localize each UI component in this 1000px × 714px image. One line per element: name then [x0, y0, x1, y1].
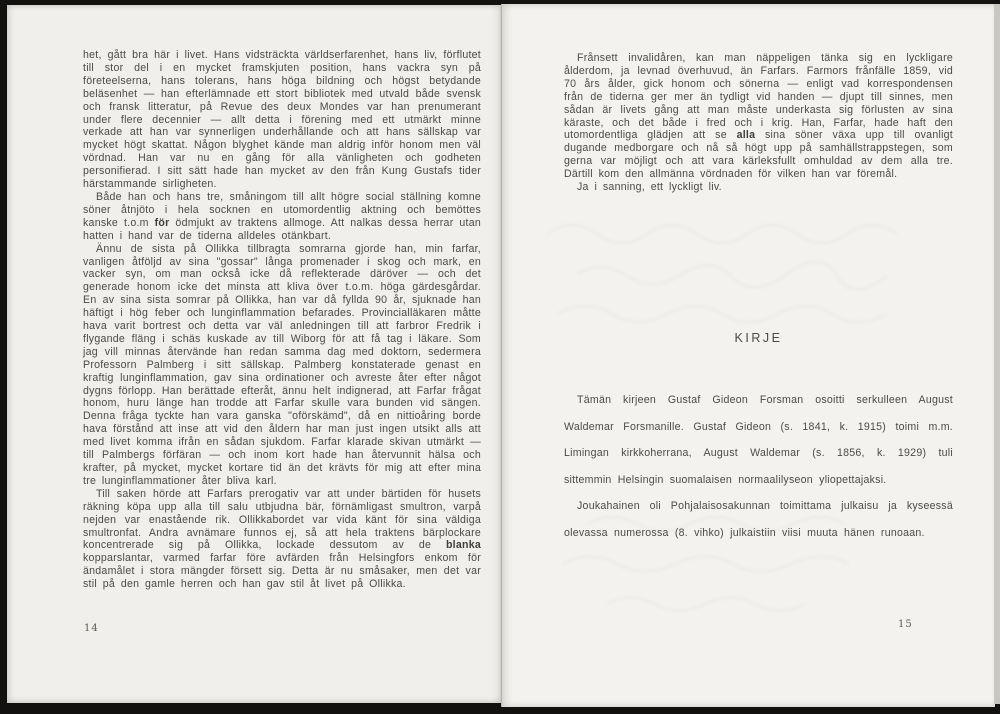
paragraph: Ja i sanning, ett lyckligt liv. — [577, 181, 722, 194]
paragraph: Till saken hörde att Farfars prerogativ var att under bärtiden för husets räkning köpa upp alla till salu utbjudna bär, förnämligast smultron, varpå nejden var enastående rik. Ollikkabordet var vida känt för sina väldiga smultronfat. Andra avnämare funnos ej, så att hela traktens bärplockare koncentrerade sig på Ollikka, lockade dessutom av de blanka kopparslantar, varmed farfar före avfärden från Helsingfors enkom för ändamålet i stora mängder försett sig. Detta är nu småsaker, men det var stil på den gamle herren och han gav stil åt livet på Ollikka. — [83, 487, 481, 591]
page-right — [501, 4, 995, 707]
page-number-left: 14 — [84, 623, 99, 634]
paragraph: Tämän kirjeen Gustaf Gideon Forsman osoitti serkulleen August Waldemar Forsmanille. Gustaf Gideon (s. 1841, k. 1915) toimi m.m. Limingan kirkkoherrana, August Waldemar (s. 1856, k. 1929) tuli sittemmin Helsingin suomalaisen normaalilyseon yliopettajaksi. — [564, 394, 953, 486]
scan-right-edge — [994, 4, 1000, 704]
page-left — [7, 5, 501, 703]
left-page-text — [83, 49, 481, 591]
paragraph: het, gått bra här i livet. Hans vidsträckta världserfarenhet, hans liv, förflutet till stor del i en mycket framskjuten position, hans vackra syn på företeelserna, hans tolerans, hans höga bildning och högst betydande beläsenhet — han efterlämnade ett stort bibliotek med utvald både svensk och fransk litteratur, på Revue des deux Mondes var han prenumerant under flere decennier — allt detta i förening med ett utmärkt minne verkade att han var synnerligen underhållande och att hans sällskap var mycket högt skattat. Någon blyghet kände man aldrig inför honom men väl vördnad. Han var nu en gång för alla vänligheten och godheten personifierad. I sitt sätt hade han mycket av den från Kung Gustafs tider härstammande sirligheten. — [83, 49, 481, 191]
paragraph: Både han och hans tre, småningom till allt högre social ställning komne söner åtnjöto i hela socknen en utomordentlig aktning och bemöttes kanske t.o.m för ödmjukt av traktens allmoge. Att nalkas dessa herrar utan hatten i hand var de tiderna alldeles otänkbart. — [83, 190, 481, 242]
section-heading-kirje: KIRJE — [734, 331, 783, 345]
page-number-right: 15 — [898, 619, 913, 630]
paragraph: Frånsett invalidåren, kan man näppeligen tänka sig en lyckligare ålderdom, ja levnad överhuvud, än Farfars. Farmors frånfälle 1859, vid 70 års ålder, gick honom och sönerna — enligt vad korrespondensen från de tiderna ger mer än tydligt vid handen — djupt till sinnes, men sådan är livets gång att man måste underkasta sig förlusten av sina käraste, och det både i fred och i krig. Han, Farfar, hade haft den utomordentliga glädjen att se alla sina söner växa upp till ovanligt dugande medborgare och nå så högt upp på samhällstrappstegen, som gerna var möjligt och att vara kärleksfullt omhuldad av dem alla tre. Därtill kom den allmänna vördnaden för vilken han var föremål. — [564, 52, 954, 181]
right-page-text-bottom — [564, 387, 953, 546]
paragraph: Joukahainen oli Pohjalaisosakunnan toimittama julkaisu ja kyseessä olevassa numerossa (8. vihko) julkaistiin viisi muuta hänen runoaan. — [564, 500, 953, 539]
paragraph: Ännu de sista på Ollikka tillbragta somrarna gjorde han, min farfar, vanligen åtföljd av sina "gossar" långa promenader i skog och mark, en vacker syn, om man också icke då reflekterade däröver — och det generade honom icke det minsta att kliva över t.o.m. höga gärdesgårdar. En av sina sista somrar på Ollikka, han var då fyllda 90 år, sjuknade han häftigt i hög feber och lunginflammation befarades. Provincialläkaren måtte hava varit bortrest och detta var väl anledningen till att farbror Fredrik i flygande fläng i schäs kuskade av till Wiborg för att få tag i läkare. Som jag vill minnas återvände han redan samma dag med doktorn, sedermera Professorn Palmberg i sitt sällskap. Palmberg konstaterade genast en kraftig lunginflammation, gav sina ordinationer och avreste åter efter något dygns förlopp. Han berättade efteråt, ännu helt indignerad, att Farfar frågat honom, huru länge han trodde att Farfar skulle vara bunden vid sängen. Denna fråga tyckte han vara ganska "oförskämd", då en nittioåring borde hava förstånd att inse att vid den åldern har man just ingen utsikt alls att med livet komma ifrån en sådan sjukdom. Farfar klarade skivan utmärkt — till Palmbergs förfäran — och inom kort hade han återvunnit hälsa och krafter, på mycket, mycket kortare tid än det krävts för mig att efter mina tre lunginflammationer åter bliva karl. — [83, 242, 481, 487]
right-page-text-top — [564, 52, 953, 194]
